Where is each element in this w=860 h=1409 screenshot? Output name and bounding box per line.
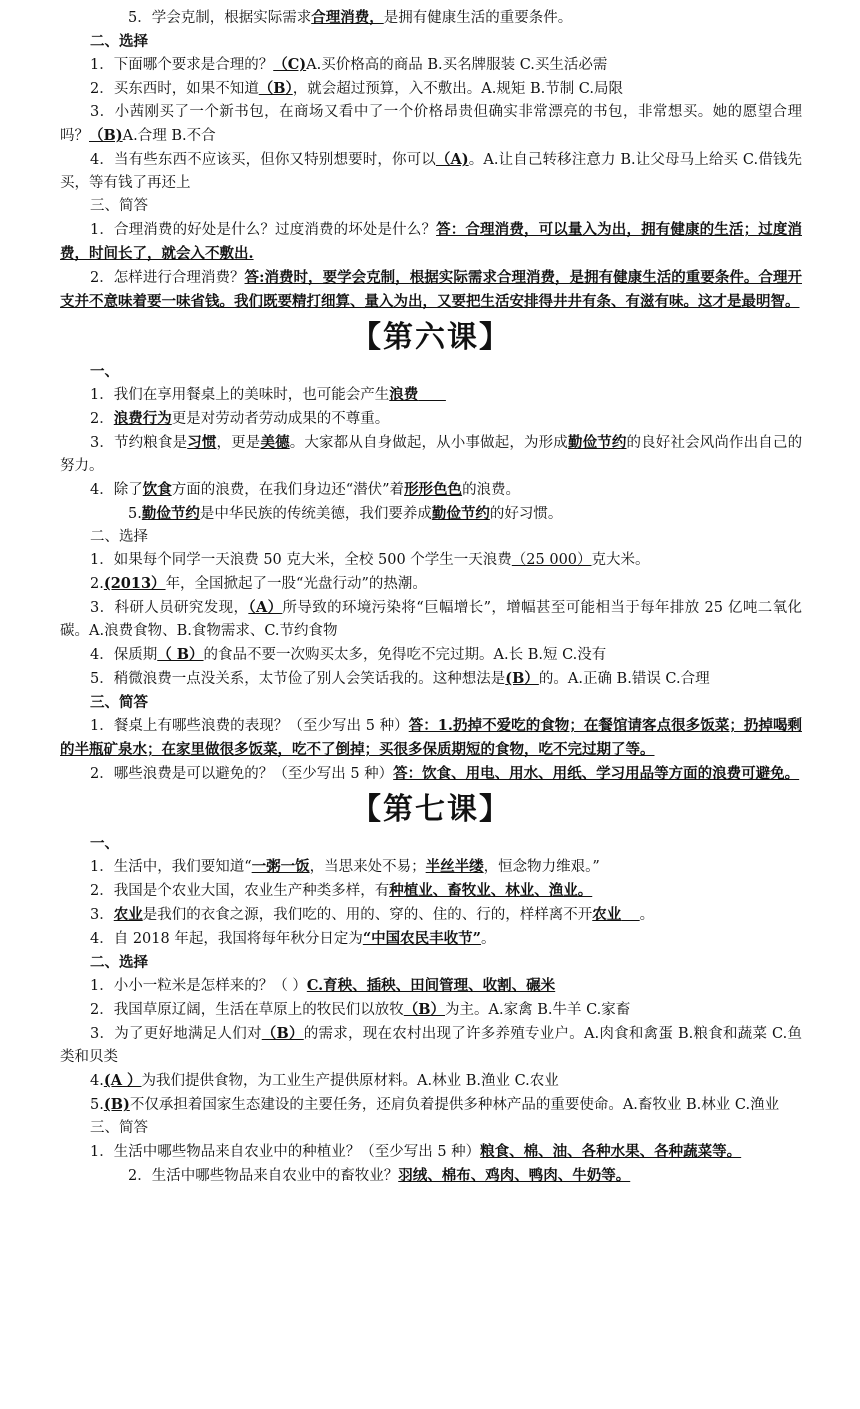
l6-short-1 (60, 714, 802, 762)
section-heading-short-answer: 三、简答 (90, 694, 148, 711)
answer: （A） (248, 599, 283, 616)
l6-fill-1 (60, 383, 802, 407)
l5-choice-2 (60, 77, 802, 101)
l7-short-1 (60, 1140, 802, 1164)
answer: 农业 (113, 906, 143, 923)
answer: （B） (261, 1025, 304, 1042)
answer: 答:消费时，要学会克制，根据实际需求合理消费，是拥有健康生活的重要条件。合理开支并不意味着要一味省钱。我们既要精打细算、量入为出，又要把生活安排得井井有条、有滋有味。这才是最明智。 (60, 269, 802, 310)
l5-fill-5 (60, 6, 802, 30)
text: 1．小小一粒米是怎样来的？（ ） (90, 978, 307, 994)
text: 1．生活中哪些物品来自农业中的种植业？（至少写出 5 种） (90, 1144, 481, 1160)
section-heading-short-answer: 三、简答 (90, 198, 148, 214)
l7-fill-2 (60, 879, 802, 903)
text: 所导致的环境污染将“巨幅增长”，增幅甚至可能相当于每年排放 25 亿吨二氧化碳。A.浪费食物、B.食物需求、C.节约食物 (60, 600, 802, 639)
text: 1．餐桌上有哪些浪费的表现？（至少写出 5 种） (90, 718, 409, 734)
answer: “中国农民丰收节” (362, 930, 482, 947)
text: 的浪费。 (462, 482, 521, 498)
text: 。A.让自己转移注意力 B.让父母马上给买 C.借钱先买，等有钱了再还上 (60, 152, 802, 191)
answer: (A ） (103, 1072, 142, 1089)
l7-choice-1 (60, 974, 802, 998)
text: 年，全国掀起了一股“光盘行动”的热潮。 (165, 576, 427, 592)
text: 4. (90, 1073, 104, 1089)
lesson-7-title: 【第七课】 (351, 792, 511, 827)
l6-choice-4 (60, 643, 802, 667)
text: 不仅承担着国家生态建设的主要任务，还肩负着提供多种林产品的重要使命。A.畜牧业 B.林业 C.渔业 (129, 1097, 780, 1113)
answer: 农业 (592, 906, 622, 923)
text: 1．生活中，我们要知道“ (90, 859, 252, 875)
l6-fill-2 (60, 407, 802, 431)
text: 克大米。 (591, 552, 650, 568)
text: 的需求，现在农村出现了许多养殖专业户。A.肉食和禽蛋 B.粮食和蔬菜 C.鱼类和贝类 (60, 1026, 802, 1065)
text: 2．生活中哪些物品来自农业中的畜牧业？ (128, 1168, 399, 1184)
text: 2． (90, 411, 114, 427)
text: 1．下面哪个要求是合理的？ (90, 57, 274, 73)
answer: 合理消费， (311, 9, 384, 26)
l7-fill-3 (60, 903, 802, 927)
text: 2．哪些浪费是可以避免的？（至少写出 5 种） (90, 766, 394, 782)
text: ，当思来处不易； (309, 859, 426, 875)
answer: (B) (103, 1096, 130, 1113)
text: 方面的浪费，在我们身边还“潜伏”着 (171, 482, 405, 498)
text: 的。A.正确 B.错误 C.合理 (538, 671, 710, 687)
text: 3．节约粮食是 (90, 435, 188, 451)
text: ，恒念物力维艰。” (483, 859, 600, 875)
text: ，更是 (216, 435, 261, 451)
lesson-6-title: 【第六课】 (351, 320, 511, 355)
text: 的良好社会风尚作出自己的努力。 (60, 435, 803, 474)
text: A.合理 B.不合 (122, 128, 216, 144)
text: 3． (90, 907, 114, 923)
answer: （A) (435, 151, 469, 168)
text: 3．为了更好地满足人们对 (90, 1026, 262, 1042)
l6-choice-1 (60, 549, 802, 572)
l5-short-2 (60, 266, 802, 314)
text: 5．稍微浪费一点没关系，太节俭了别人会笑话我的。这种想法是 (90, 671, 506, 687)
l5-choice-1 (60, 53, 802, 77)
text: 4．保质期 (90, 647, 158, 663)
l7-choice-3 (60, 1022, 802, 1069)
section-heading-choice: 二、选择 (90, 33, 148, 50)
answer: 答：1.扔掉不爱吃的食物；在餐馆请客点很多饭菜；扔掉喝剩的半瓶矿泉水；在家里做很多饭菜，吃不了倒掉；买很多保质期短的食物，吃不完过期了等。 (60, 717, 802, 758)
answer: （ B） (157, 646, 204, 663)
answer: 勤俭节约 (567, 434, 627, 451)
answer: 浪费行为 (113, 410, 172, 427)
answer: C.育秧、插秧、田间管理、收割、碾米 (306, 977, 556, 994)
l6-short-2 (60, 762, 802, 786)
l7-choice-2 (60, 998, 802, 1022)
text: 的食品不要一次购买太多，免得吃不完过期。A.长 B.短 C.没有 (203, 647, 607, 663)
text: 3．科研人员研究发现， (90, 600, 249, 616)
text: 5. (90, 1097, 104, 1113)
answer: （B） (258, 80, 293, 97)
text: 1．如果每个同学一天浪费 50 克大米，全校 500 个学生一天浪费 (90, 552, 512, 568)
answer: （B) (89, 127, 123, 144)
answer: （C) (273, 56, 307, 73)
l7-choice-4 (60, 1069, 802, 1093)
section-heading-choice: 二、选择 (90, 529, 148, 545)
answer: 饮食 (142, 481, 172, 498)
answer: 勤俭节约 (141, 505, 200, 522)
text: 2．怎样进行合理消费？ (90, 270, 245, 286)
text: 。 (481, 931, 496, 947)
text: 是中华民族的传统美德，我们要养成 (199, 506, 432, 522)
text: 4．自 2018 年起，我国将每年秋分日定为 (90, 931, 363, 947)
l7-fill-4 (60, 927, 802, 951)
text: 是拥有健康生活的重要条件。 (383, 10, 573, 26)
answer: 勤俭节约 (431, 505, 490, 522)
worksheet-page (60, 9, 803, 1188)
text: 。 (639, 907, 655, 923)
section-heading-short-answer: 三、简答 (90, 1120, 148, 1136)
answer: 形形色色 (404, 481, 463, 498)
l7-choice-5 (60, 1093, 802, 1117)
text: 2．我国草原辽阔，生活在草原上的牧民们以放牧 (90, 1002, 404, 1018)
answer: 答：饮食、用电、用水、用纸、学习用品等方面的浪费可避免。 (393, 765, 800, 782)
section-heading-fill: 一、 (90, 363, 119, 380)
l6-choice-3 (60, 596, 802, 643)
l5-choice-4 (60, 148, 802, 195)
text: 是我们的衣食之源，我们吃的、用的、穿的、住的、行的，样样离不开 (142, 907, 593, 923)
answer: (B） (505, 670, 539, 687)
answer: 一粥一饭 (251, 858, 310, 875)
answer: 粮食、棉、油、各种水果、各种蔬菜等。 (480, 1143, 742, 1160)
answer: 答：合理消费，可以量入为出，拥有健康的生活；过度消费，时间长了，就会入不敷出. (60, 221, 802, 262)
l6-fill-3 (60, 431, 802, 478)
answer: （B） (403, 1001, 445, 1018)
answer: 美德 (260, 434, 290, 451)
l6-choice-5 (60, 667, 802, 691)
l6-choice-2 (60, 572, 802, 596)
text: 1．我们在享用餐桌上的美味时，也可能会产生 (90, 387, 390, 403)
section-heading-choice: 二、选择 (90, 954, 148, 971)
text: 4．除了 (90, 482, 143, 498)
l6-fill-4 (60, 478, 802, 502)
text: A.买价格高的商品 B.买名牌服装 C.买生活必需 (306, 57, 608, 73)
l6-fill-5 (60, 502, 802, 526)
text: 。大家都从自身做起，从小事做起，为形成 (289, 435, 568, 451)
text: 1．合理消费的好处是什么？过度消费的坏处是什么？ (90, 222, 437, 238)
l5-short-1 (60, 218, 802, 266)
text: 为主。A.家禽 B.牛羊 C.家畜 (445, 1002, 631, 1018)
text: 4．当有些东西不应该买，但你又特别想要时，你可以 (90, 152, 436, 168)
text: ，就会超过预算，入不敷出。A.规矩 B.节制 C.局限 (292, 81, 623, 97)
answer: (2013） (103, 575, 166, 592)
text: 2．我国是个农业大国，农业生产种类多样，有 (90, 883, 390, 899)
section-heading-fill: 一、 (90, 835, 119, 852)
text: 5．学会克制，根据实际需求 (128, 10, 312, 26)
text: 5. (128, 506, 142, 522)
text: 2. (90, 576, 104, 592)
l7-fill-1 (60, 855, 802, 879)
text: 3．小茜刚买了一个新书包，在商场又看中了一个价格昂贵但确实非常漂亮的书包，非常想买。她的愿望合理吗？ (60, 104, 802, 144)
text: 更是对劳动者劳动成果的不尊重。 (171, 411, 390, 427)
answer: 半丝半缕 (425, 858, 484, 875)
text: 2．买东西时，如果不知道 (90, 81, 259, 97)
answer: 种植业、畜牧业、林业、渔业。 (389, 882, 593, 899)
answer: （25 000） (511, 552, 592, 568)
answer: 羽绒、棉布、鸡肉、鸭肉、牛奶等。 (398, 1167, 631, 1184)
answer: 习惯 (187, 434, 217, 451)
answer: 浪费 (389, 386, 419, 403)
text: 的好习惯。 (489, 506, 563, 522)
l7-short-2 (60, 1164, 802, 1188)
l5-choice-3 (60, 101, 802, 148)
text: 为我们提供食物，为工业生产提供原材料。A.林业 B.渔业 C.农业 (141, 1073, 559, 1089)
